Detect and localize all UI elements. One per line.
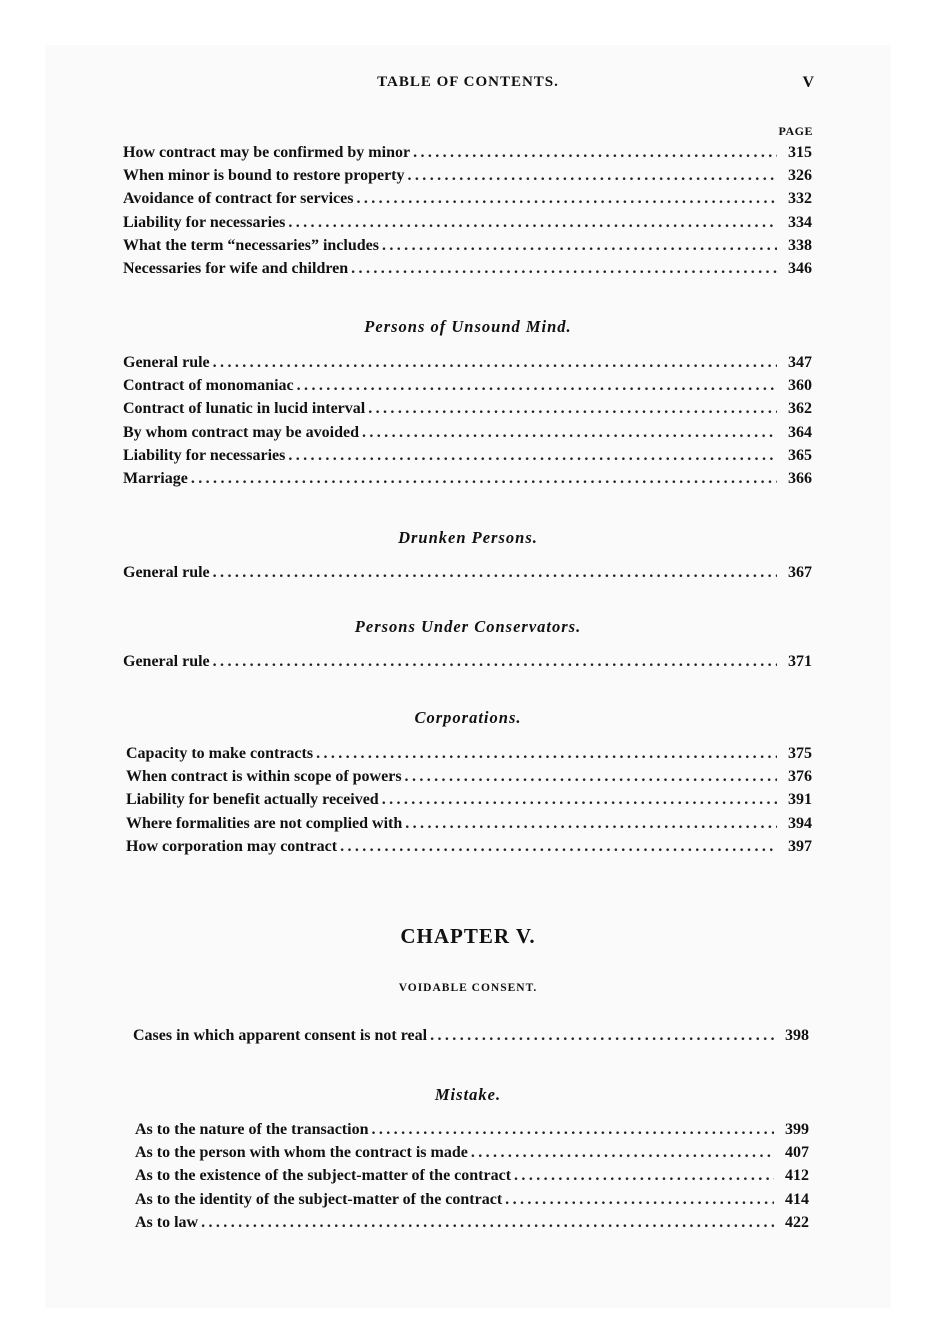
dot-leader	[405, 815, 777, 833]
toc-entry-page: 362	[788, 400, 812, 418]
dot-leader	[213, 354, 777, 372]
toc-entry	[123, 400, 812, 423]
dot-leader	[316, 745, 777, 763]
toc-entry	[123, 424, 812, 447]
chapter-entries	[133, 1027, 809, 1050]
toc-entry-page: 376	[788, 768, 812, 786]
dot-leader	[371, 1121, 774, 1139]
toc-entry-page: 375	[788, 745, 812, 762]
chapter-subtitle: VOIDABLE CONSENT.	[398, 982, 538, 994]
drunken-entries	[123, 564, 812, 587]
page-column-label: PAGE	[778, 124, 813, 138]
dot-leader	[213, 653, 777, 671]
toc-entry-text: Liability for necessaries	[123, 213, 286, 231]
toc-entry	[123, 447, 812, 470]
toc-entry	[135, 1167, 809, 1190]
toc-entry	[126, 768, 812, 791]
toc-entry-text: As to the person with whom the contract is made	[135, 1144, 468, 1162]
toc-entry-text: As to law	[135, 1213, 199, 1231]
toc-entry-text: How corporation may contract	[126, 837, 338, 855]
toc-entry-page: 366	[788, 469, 812, 487]
toc-entry-page: 412	[785, 1167, 809, 1185]
dot-leader	[297, 377, 777, 395]
toc-entry	[126, 791, 812, 814]
running-title: TABLE OF CONTENTS.	[377, 74, 559, 90]
toc-entry-page: 347	[788, 354, 812, 371]
toc-entry	[123, 237, 812, 260]
conservators-entries	[123, 653, 812, 676]
toc-entry-page: 346	[788, 259, 812, 277]
toc-entry	[123, 260, 812, 283]
toc-entry	[123, 144, 812, 167]
dot-leader	[514, 1167, 774, 1185]
dot-leader	[430, 1027, 774, 1045]
toc-entry	[126, 815, 812, 838]
toc-entry-page: 365	[788, 446, 812, 464]
toc-entry-text: Marriage	[123, 469, 188, 487]
toc-entry-text: Capacity to make contracts	[126, 745, 314, 762]
toc-entry-page: 391	[788, 791, 812, 809]
dot-leader	[471, 1144, 774, 1162]
toc-entry	[135, 1144, 809, 1167]
corporations-entries	[126, 745, 812, 861]
toc-entry-text: Cases in which apparent consent is not real	[133, 1027, 428, 1044]
toc-entry-text: What the term “necessaries” includes	[123, 236, 379, 254]
dot-leader	[362, 424, 777, 442]
toc-entry-page: 398	[785, 1027, 809, 1044]
section-title-drunken: Drunken Persons.	[398, 528, 538, 547]
toc-entry	[123, 653, 812, 676]
toc-entry-page: 399	[785, 1121, 809, 1138]
toc-entry-page: 394	[788, 814, 812, 832]
section-title-corporations: Corporations.	[414, 708, 522, 727]
toc-entry	[123, 354, 812, 377]
toc-entry-text: By whom contract may be avoided	[123, 423, 359, 441]
unsound-mind-entries	[123, 354, 812, 493]
dot-leader	[368, 400, 777, 418]
dot-leader	[288, 214, 777, 232]
toc-entry-text: Contract of lunatic in lucid interval	[123, 400, 366, 418]
toc-entry	[126, 745, 812, 768]
toc-entry	[123, 470, 812, 493]
toc-entry-page: 367	[788, 564, 812, 581]
dot-leader	[213, 564, 777, 582]
toc-entry-page: 414	[785, 1190, 809, 1208]
toc-entry-page: 407	[785, 1144, 809, 1162]
toc-entry-text: General rule	[123, 354, 210, 371]
section-title-unsound-mind: Persons of Unsound Mind.	[364, 317, 572, 336]
dot-leader	[288, 447, 777, 465]
page-numeral: V	[802, 74, 814, 91]
dot-leader	[356, 190, 777, 208]
dot-leader	[201, 1214, 774, 1232]
toc-entry-page: 371	[788, 653, 812, 670]
toc-entry-page: 326	[788, 167, 812, 185]
minors-entries	[123, 144, 812, 283]
toc-entry-page: 315	[788, 144, 812, 161]
toc-entry-text: As to the nature of the transaction	[135, 1121, 369, 1138]
toc-entry-page: 397	[788, 837, 812, 855]
toc-entry	[135, 1214, 809, 1237]
toc-entry-text: When minor is bound to restore property	[123, 167, 405, 185]
toc-entry	[126, 838, 812, 861]
toc-entry-text: When contract is within scope of powers	[126, 768, 402, 786]
dot-leader	[408, 167, 778, 185]
toc-entry-text: As to the identity of the subject-matter of the contract	[135, 1190, 503, 1208]
dot-leader	[191, 470, 777, 488]
toc-entry	[135, 1121, 809, 1144]
toc-entry	[133, 1027, 809, 1050]
section-title-conservators: Persons Under Conservators.	[354, 617, 582, 636]
mistake-entries	[135, 1121, 809, 1237]
dot-leader	[382, 237, 777, 255]
toc-entry-page: 422	[785, 1213, 809, 1231]
dot-leader	[351, 260, 777, 278]
toc-entry	[123, 564, 812, 587]
section-title-mistake: Mistake.	[434, 1085, 502, 1104]
toc-entry	[123, 190, 812, 213]
toc-entry	[135, 1191, 809, 1214]
toc-entry	[123, 167, 812, 190]
chapter-title: CHAPTER V.	[400, 924, 536, 948]
toc-entry-text: Contract of monomaniac	[123, 377, 294, 395]
toc-entry-text: Where formalities are not complied with	[126, 814, 403, 832]
dot-leader	[413, 144, 777, 162]
toc-entry-text: As to the existence of the subject-matter of the contract	[135, 1167, 512, 1185]
toc-entry	[123, 377, 812, 400]
toc-entry-page: 360	[788, 377, 812, 395]
toc-entry-text: Necessaries for wife and children	[123, 259, 349, 277]
dot-leader	[405, 768, 777, 786]
toc-entry-page: 338	[788, 236, 812, 254]
toc-entry-text: Liability for necessaries	[123, 446, 286, 464]
toc-entry	[123, 214, 812, 237]
toc-entry-text: How contract may be confirmed by minor	[123, 144, 411, 161]
toc-entry-text: General rule	[123, 564, 210, 581]
toc-entry-page: 334	[788, 213, 812, 231]
toc-entry-text: General rule	[123, 653, 210, 670]
dot-leader	[340, 838, 777, 856]
toc-entry-text: Avoidance of contract for services	[123, 190, 354, 208]
dot-leader	[505, 1191, 774, 1209]
toc-entry-page: 364	[788, 423, 812, 441]
toc-entry-text: Liability for benefit actually received	[126, 791, 379, 809]
toc-entry-page: 332	[788, 190, 812, 208]
dot-leader	[382, 791, 777, 809]
